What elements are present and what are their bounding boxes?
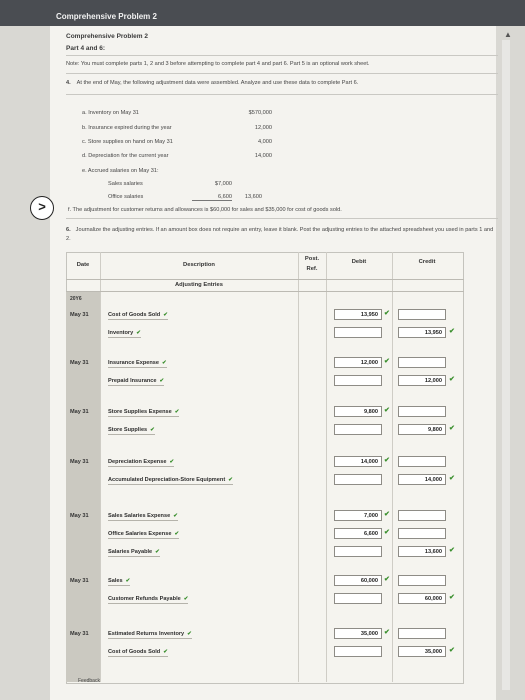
credit-input[interactable] <box>398 309 446 320</box>
fact-label: Depreciation for the current year <box>88 153 169 159</box>
check-icon: ✔ <box>384 457 390 464</box>
credit-account[interactable] <box>108 596 188 604</box>
feedback-link[interactable]: Feedback <box>78 678 100 684</box>
fact-letter: d. <box>82 153 87 159</box>
check-icon: ✔ <box>159 378 165 384</box>
header-rule <box>66 291 464 292</box>
item-4-number: 4. <box>66 80 71 86</box>
account-name: Cost of Goods Sold <box>108 312 161 318</box>
account-name: Store Supplies Expense <box>108 409 172 415</box>
check-icon: ✔ <box>162 360 167 366</box>
salary-label: Sales salaries <box>108 181 143 187</box>
credit-input[interactable] <box>398 575 446 586</box>
fact-item <box>82 168 159 174</box>
debit-input[interactable]: 6,600 <box>334 528 382 539</box>
account-name: Insurance Expense <box>108 360 159 366</box>
credit-input[interactable]: 35,000 <box>398 646 446 657</box>
check-icon: ✔ <box>174 409 180 415</box>
credit-input[interactable] <box>398 406 446 417</box>
item-4 <box>66 80 358 86</box>
entry-date: May 31 <box>70 409 89 415</box>
debit-input[interactable] <box>334 593 382 604</box>
fact-letter: c. <box>82 139 87 145</box>
check-icon: ✔ <box>384 310 390 317</box>
check-icon: ✔ <box>384 407 390 414</box>
credit-input[interactable] <box>398 628 446 639</box>
debit-account[interactable] <box>108 312 168 320</box>
header-credit: Credit <box>418 259 436 265</box>
debit-input[interactable]: 13,950 <box>334 309 382 320</box>
credit-input[interactable]: 14,000 <box>398 474 446 485</box>
fact-label: Accrued salaries on May 31: <box>87 168 159 174</box>
year-label: 20Y6 <box>70 296 82 302</box>
account-name: Store Supplies <box>108 427 148 433</box>
check-icon: ✔ <box>449 475 455 482</box>
fact-letter: a. <box>82 110 87 116</box>
item-6-text: Journalize the adjusting entries. If an amount box does not require an entry, leave it blank. Post the adjusting entries to the attached spreadsheet you used in parts 1 and 2. <box>66 227 494 242</box>
entry-date: May 31 <box>70 360 89 366</box>
fact-letter: e. <box>82 168 87 174</box>
debit-account[interactable] <box>108 513 178 521</box>
check-icon: ✔ <box>163 312 168 318</box>
check-icon: ✔ <box>384 629 390 636</box>
fact-item <box>82 110 139 116</box>
debit-account[interactable] <box>108 459 174 467</box>
col-divider <box>392 252 393 682</box>
debit-account[interactable] <box>108 409 179 417</box>
account-name: Cost of Goods Sold <box>108 649 161 655</box>
fact-value: 12,000 <box>254 125 272 131</box>
check-icon: ✔ <box>150 427 155 433</box>
account-name: Accumulated Depreciation-Store Equipment <box>108 477 226 483</box>
credit-input[interactable] <box>398 510 446 521</box>
debit-input[interactable] <box>334 646 382 657</box>
entry-date: May 31 <box>70 312 89 318</box>
date-column <box>66 292 100 682</box>
account-name: Sales Salaries Expense <box>108 513 171 519</box>
credit-account[interactable] <box>108 330 141 338</box>
problem-title: Comprehensive Problem 2 <box>66 33 148 40</box>
fact-item <box>82 139 173 145</box>
fact-item <box>82 125 172 131</box>
account-name: Office Salaries Expense <box>108 531 172 537</box>
divider <box>66 73 498 74</box>
credit-account[interactable] <box>108 649 168 657</box>
debit-account[interactable] <box>108 531 179 539</box>
item-6-number: 6. <box>66 227 71 233</box>
divider <box>66 218 498 219</box>
debit-input[interactable]: 35,000 <box>334 628 382 639</box>
next-button[interactable] <box>30 196 54 220</box>
account-name: Sales <box>108 578 123 584</box>
scrollbar[interactable] <box>502 40 510 690</box>
check-icon: ✔ <box>228 477 233 483</box>
divider <box>66 55 498 56</box>
entry-date: May 31 <box>70 513 89 519</box>
entry-date: May 31 <box>70 459 89 465</box>
account-name: Depreciation Expense <box>108 459 167 465</box>
chevron-right-icon: > <box>38 199 46 214</box>
credit-input[interactable]: 9,800 <box>398 424 446 435</box>
check-icon: ✔ <box>187 631 192 637</box>
debit-input[interactable]: 14,000 <box>334 456 382 467</box>
debit-input[interactable] <box>334 375 382 386</box>
scroll-up-icon[interactable]: ▲ <box>504 30 512 39</box>
check-icon: ✔ <box>169 459 175 465</box>
header-description: Description <box>183 262 215 268</box>
debit-account[interactable] <box>108 360 167 368</box>
entry-date: May 31 <box>70 578 89 584</box>
check-icon: ✔ <box>174 531 180 537</box>
header-rule <box>66 279 464 280</box>
check-icon: ✔ <box>449 376 455 383</box>
debit-input[interactable] <box>334 474 382 485</box>
salary-total: 13,600 <box>244 194 262 200</box>
credit-account[interactable] <box>108 427 155 435</box>
col-divider <box>298 252 299 682</box>
fact-label: Inventory on May 31 <box>88 110 139 116</box>
account-name: Estimated Returns Inventory <box>108 631 185 637</box>
check-icon: ✔ <box>449 328 455 335</box>
fact-label: Insurance expired during the year <box>88 125 172 131</box>
salary-label: Office salaries <box>108 194 144 200</box>
check-icon: ✔ <box>155 549 160 555</box>
check-icon: ✔ <box>384 576 390 583</box>
header-debit: Debit <box>351 259 367 265</box>
credit-input[interactable] <box>398 357 446 368</box>
check-icon: ✔ <box>449 594 455 601</box>
account-name: Customer Refunds Payable <box>108 596 181 602</box>
col-divider <box>326 252 327 682</box>
entry-date: May 31 <box>70 631 89 637</box>
check-icon: ✔ <box>384 529 390 536</box>
check-icon: ✔ <box>384 511 390 518</box>
header-date: Date <box>76 262 90 268</box>
credit-account[interactable] <box>108 477 233 485</box>
credit-account[interactable] <box>108 378 164 386</box>
credit-input[interactable]: 13,950 <box>398 327 446 338</box>
check-icon: ✔ <box>183 596 189 602</box>
credit-input[interactable]: 13,600 <box>398 546 446 557</box>
salary-value: 6,600 <box>192 194 232 201</box>
item-4-text: At the end of May, the following adjustment data were assembled. Analyze and use these data to complete Part 6. <box>76 80 359 86</box>
check-icon: ✔ <box>449 547 455 554</box>
note-text: Note: You must complete parts 1, 2 and 3 before attempting to complete part 4 and part 6. Part 5 is an optional work sheet. <box>66 61 370 67</box>
debit-account[interactable] <box>108 578 130 586</box>
title-bar <box>0 0 525 26</box>
account-name: Salaries Payable <box>108 549 153 555</box>
window-title: Comprehensive Problem 2 <box>56 12 157 21</box>
fact-value: $570,000 <box>248 110 272 116</box>
item-f-text: f. The adjustment for customer returns and allowances is $60,000 for sales and $35,000 for cost of goods sold. <box>68 207 342 213</box>
fact-value: 14,000 <box>254 153 272 159</box>
check-icon: ✔ <box>173 513 178 519</box>
debit-input[interactable] <box>334 546 382 557</box>
fact-item <box>82 153 168 159</box>
debit-input[interactable]: 7,000 <box>334 510 382 521</box>
col-divider <box>100 252 101 682</box>
fact-letter: b. <box>82 125 87 131</box>
credit-account[interactable] <box>108 549 160 557</box>
section-title: Adjusting Entries <box>175 282 223 288</box>
check-icon: ✔ <box>163 649 168 655</box>
debit-account[interactable] <box>108 631 192 639</box>
divider <box>66 94 498 95</box>
debit-input[interactable]: 12,000 <box>334 357 382 368</box>
check-icon: ✔ <box>384 358 390 365</box>
account-name: Prepaid Insurance <box>108 378 157 384</box>
account-name: Inventory <box>108 330 134 336</box>
fact-value: 4,000 <box>258 139 272 145</box>
debit-input[interactable] <box>334 424 382 435</box>
debit-input[interactable]: 9,800 <box>334 406 382 417</box>
salary-value: $7,000 <box>214 181 232 187</box>
debit-input[interactable] <box>334 327 382 338</box>
check-icon: ✔ <box>125 578 131 584</box>
credit-input[interactable]: 60,000 <box>398 593 446 604</box>
credit-input[interactable] <box>398 456 446 467</box>
check-icon: ✔ <box>449 425 455 432</box>
header-post-ref-2: Ref. <box>306 266 318 272</box>
item-6 <box>66 226 496 244</box>
check-icon: ✔ <box>136 330 141 336</box>
credit-input[interactable]: 12,000 <box>398 375 446 386</box>
fact-label: Store supplies on hand on May 31 <box>87 139 173 145</box>
part-title: Part 4 and 6: <box>66 45 106 52</box>
header-post-ref: Post. <box>304 256 320 262</box>
credit-input[interactable] <box>398 528 446 539</box>
check-icon: ✔ <box>449 647 455 654</box>
debit-input[interactable]: 60,000 <box>334 575 382 586</box>
